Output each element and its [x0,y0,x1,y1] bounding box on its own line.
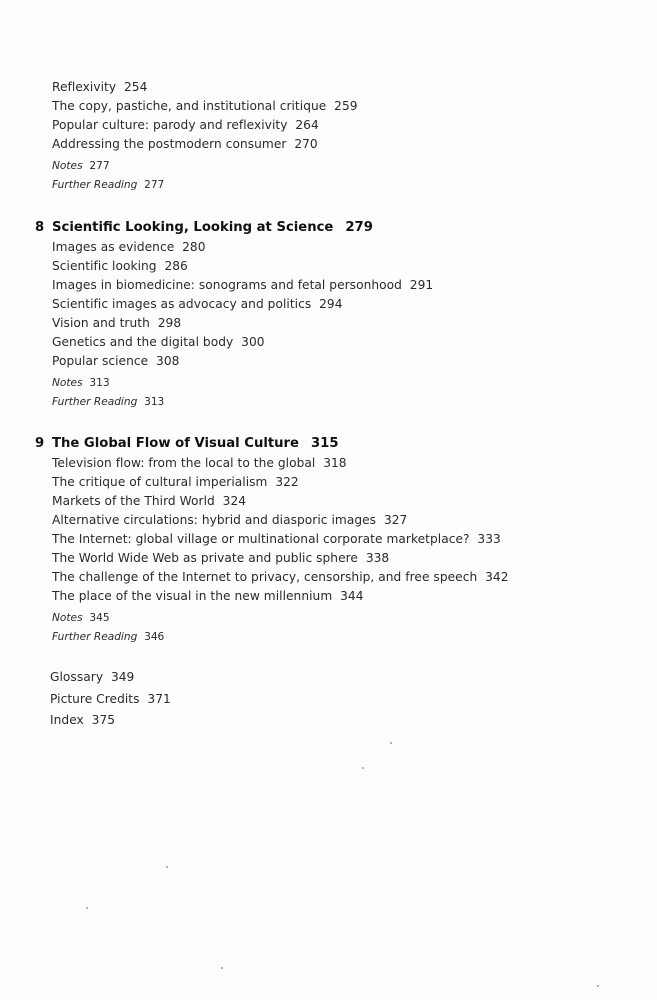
paper-speck [390,742,392,744]
paper-speck [221,967,223,969]
toc-entry: Addressing the postmodern consumer 270 [52,137,318,151]
paper-speck [597,985,599,987]
toc-entry: The World Wide Web as private and public sphere 338 [52,551,390,565]
toc-entry: Television flow: from the local to the global 318 [52,456,347,470]
toc-entry: Popular science 308 [52,354,180,368]
toc-entry: Index 375 [50,713,116,727]
toc-entry: Reflexivity 254 [52,80,148,94]
toc-notes: Notes 277 [52,160,110,172]
toc-entry: The critique of cultural imperialism 322 [52,475,299,489]
toc-entry: Alternative circulations: hybrid and diasporic images 327 [52,513,408,527]
toc-entry: Images in biomedicine: sonograms and fetal personhood 291 [52,278,434,292]
toc-entry: The place of the visual in the new millennium 344 [52,589,364,603]
toc-entry: Genetics and the digital body 300 [52,335,265,349]
toc-entry: Scientific looking 286 [52,259,188,273]
toc-notes: Notes 313 [52,377,110,389]
back-matter [50,667,171,732]
toc-entry: Vision and truth 298 [52,316,182,330]
toc-entry: Picture Credits 371 [50,691,171,706]
toc-section-continued [52,78,358,195]
toc-entry: Popular culture: parody and reflexivity 264 [52,118,319,132]
toc-further-reading: Further Reading 277 [52,179,165,191]
paper-speck [362,767,364,769]
toc-further-reading: Further Reading 346 [52,631,165,643]
toc-entry: The copy, pastiche, and institutional critique 259 [52,99,358,113]
toc-entry: Glossary 349 [50,670,135,684]
toc-entry: Images as evidence 280 [52,240,206,254]
chapter-entries [52,454,509,647]
toc-further-reading: Further Reading 313 [52,396,165,408]
chapter-entries [52,238,433,412]
toc-entry: The challenge of the Internet to privacy, censorship, and free speech 342 [52,570,509,584]
toc-entry: The Internet: global village or multinational corporate marketplace? 333 [52,532,501,546]
chapter-heading: 9 The Global Flow of Visual Culture 315 [35,436,339,451]
toc-entry: Scientific images as advocacy and politics 294 [52,297,343,311]
paper-speck [166,866,168,868]
paper-speck [86,907,88,909]
chapter-heading: 8 Scientific Looking, Looking at Science 279 [35,220,373,235]
toc-notes: Notes 345 [52,612,110,624]
toc-entry: Markets of the Third World 324 [52,494,247,508]
